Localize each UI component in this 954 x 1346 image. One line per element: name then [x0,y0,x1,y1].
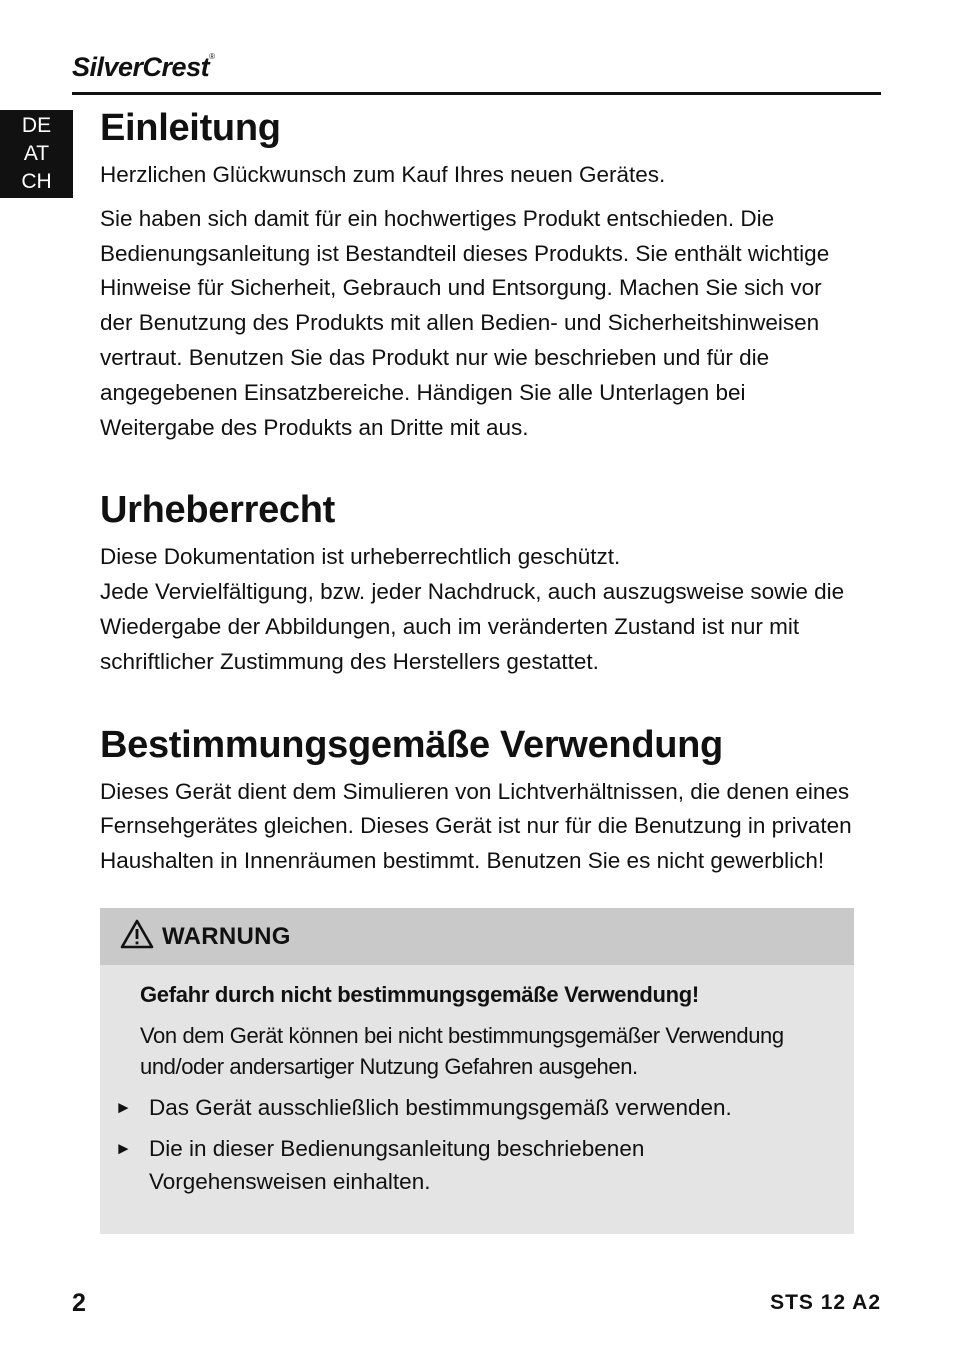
section-urheberrecht [100,486,860,679]
warning-box [100,908,854,1234]
page-number: 2 [72,1289,86,1317]
language-de: DE [21,114,52,137]
warning-title: WARNUNG [162,922,291,950]
section-heading: Bestimmungsgemäße Verwendung [100,723,723,766]
section-einleitung [100,104,860,445]
section-paragraph: Dieses Gerät dient dem Simulieren von Lichtverhältnissen, die denen eines Fernsehgerätes gleichen. Dieses Gerät ist nur für die Benutzung in privaten Haushalten in Innenräumen bestimmt. Benutzen Sie es nicht gewerblich! [100,778,852,874]
language-at: AT [23,142,50,165]
language-ch: CH [21,170,52,193]
section-heading: Einleitung [100,107,281,149]
section-paragraph: Diese Dokumentation ist urheberrechtlich geschützt. [100,544,621,570]
model-number: STS 12 A2 [770,1291,881,1314]
brand-name: SilverCrest [72,52,210,82]
language-tab [0,110,73,198]
list-item [115,1091,789,1124]
list-item [115,1132,789,1198]
warning-text: Von dem Gerät können bei nicht bestimmungsgemäßer Verwendung und/oder andersartiger Nutzung Gefahren ausgehen. [140,1023,784,1079]
section-paragraph: Herzlichen Glückwunsch zum Kauf Ihres neuen Gerätes. [100,162,666,187]
warning-header [100,908,854,965]
brand-logo [72,52,215,83]
warning-body [100,965,854,1198]
section-paragraph: Jede Vervielfältigung, bzw. jeder Nachdruck, auch auszugsweise sowie die Wiedergabe der Abbildungen, auch im veränderten Zustand ist nur mit schriftlicher Zustimmung des Herstellers gestattet. [100,579,845,674]
warning-subtitle: Gefahr durch nicht bestimmungsgemäße Verwendung! [140,982,699,1007]
list-item-text: Das Gerät ausschließlich bestimmungsgemäß verwenden. [149,1095,732,1120]
section-bestimmungsgemaesse-verwendung [100,721,860,879]
arrow-right-icon: ► [115,1098,132,1117]
section-heading: Urheberrecht [100,489,336,532]
list-item-text: Die in dieser Bedienungsanleitung beschriebenen Vorgehensweisen einhalten. [149,1136,645,1194]
arrow-right-icon: ► [115,1139,132,1158]
header-rule [72,92,881,95]
warning-triangle-icon [120,919,154,954]
section-paragraph: Sie haben sich damit für ein hochwertiges Produkt entschieden. Die Bedienungsanleitung ist Bestandteil dieses Produkts. Sie enthält wichtige Hinweise für Sicherheit, Gebrauch und Entsorgung. Machen Sie sich vor der Benutzung des Produkts mit allen Bedien- und Sicherheitshinweisen vertraut. Benutzen Sie das Produkt nur wie beschrieben und für die angegebenen Einsatzbereiche. Händigen Sie alle Unterlagen bei Weitergabe des Produkts an Dritte mit aus. [100,205,830,440]
page-content [100,104,860,879]
registered-mark: ® [209,52,215,61]
